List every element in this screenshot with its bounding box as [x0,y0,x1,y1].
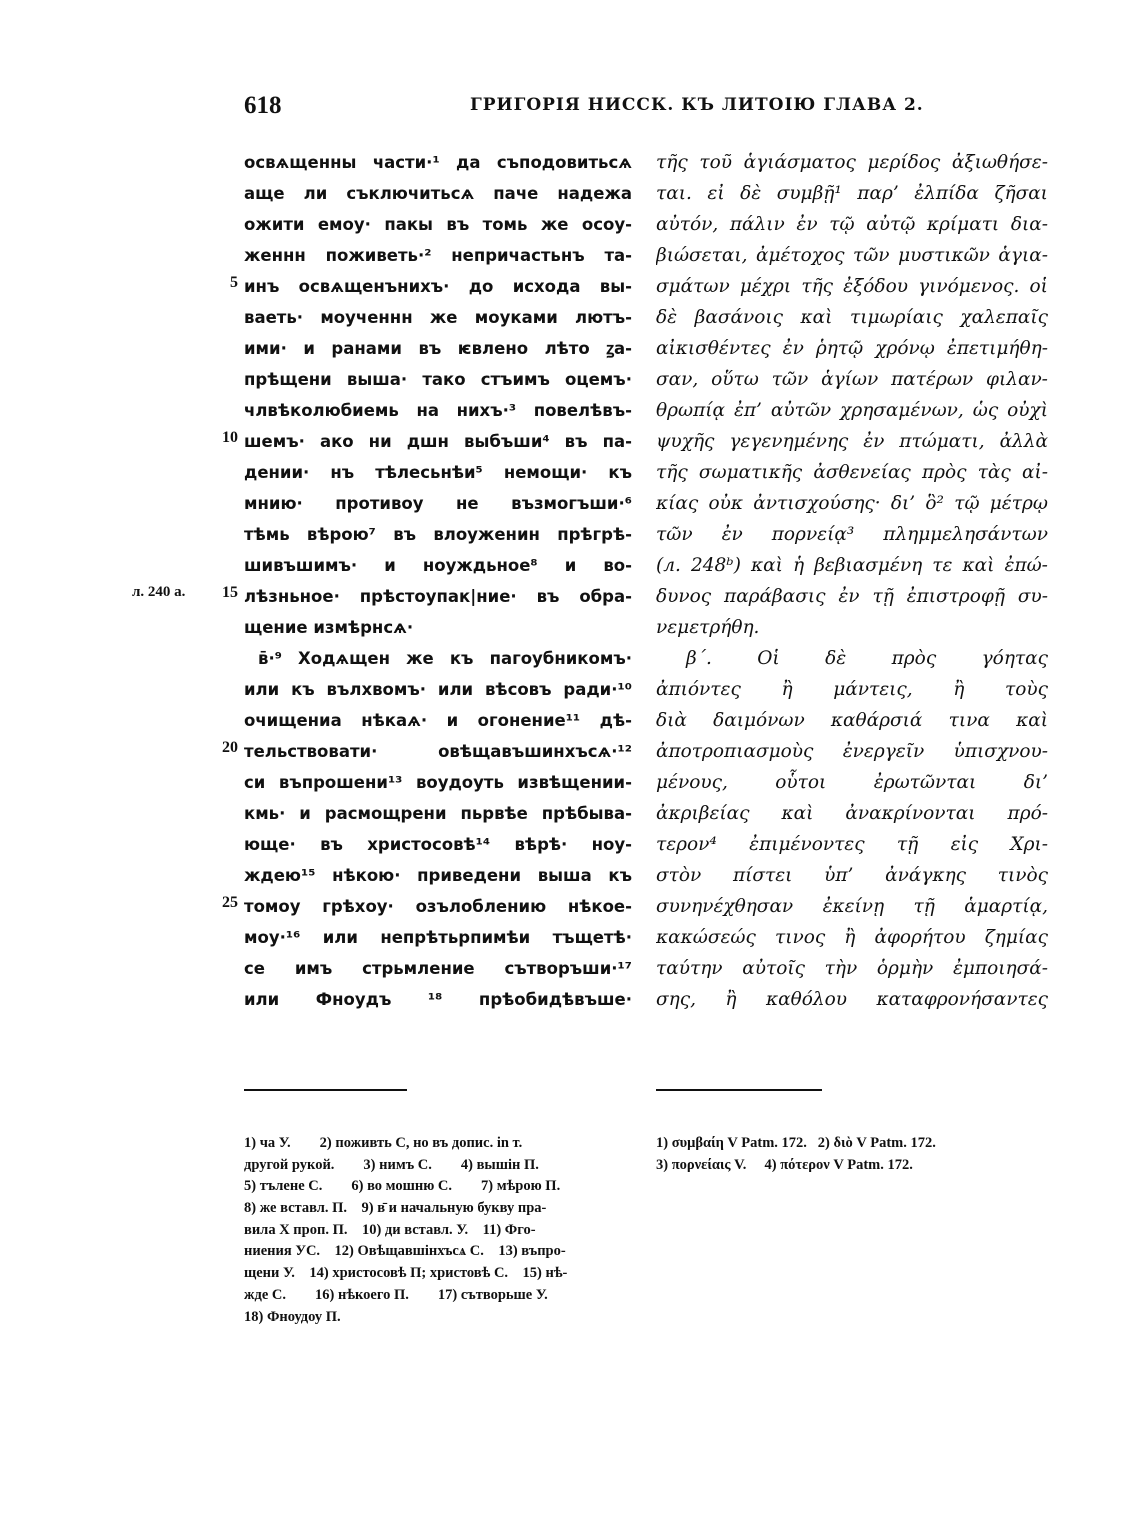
slavonic-column [244,147,632,1015]
greek-line: δυνος παράβασις ἐν τῇ ἐπιστροφῇ συ- [656,586,1048,607]
slavonic-line: дении· нъ тѣлесьнѣи⁵ немощи· къ [244,463,632,482]
greek-line: τερον⁴ ἐπιμένοντες τῇ εἰς Χρι- [656,834,1048,855]
greek-line: ἀποτροπιασμοὺς ἐνεργεῖν ὑπισχνου- [656,741,1048,762]
footnote-line: 5) тълене С. 6) во мошню С. 7) мѣрою П. [244,1178,561,1195]
greek-line: δὲ βασάνοις καὶ τιμωρίαις χαλεπαῖς [656,307,1048,328]
greek-line: μένους, οὗτοι ἐρωτῶνται δι’ [656,772,1048,793]
greek-line: κακώσεώς τινος ἢ ἀφορήτου ζημίας [656,927,1048,948]
greek-line: διὰ δαιμόνων καθάρσιά τινα καὶ [656,710,1048,731]
greek-line: νεμετρήθη. [656,617,760,638]
slavonic-line: ими· и ранами въ ѥвлено лѣто ꙁа- [244,339,632,358]
slavonic-line: мнию· противоу не възмогъши·⁶ [244,494,632,513]
greek-line: συνηνέχθησαν ἐκείνῃ τῇ ἁμαρτίᾳ, [656,896,1048,917]
greek-line: τῆς τοῦ ἁγιάσματος μερίδος ἀξιωθήσε- [656,152,1048,173]
greek-line: αὐτόν, πάλιν ἐν τῷ αὐτῷ κρίματι δια- [656,214,1048,235]
footnote-line: щени У. 14) христосовѣ П; христовѣ С. 15) нѣ- [244,1265,568,1282]
greek-line: στὸν πίστει ὑπ’ ἀνάγκης τινὸς [656,865,1048,886]
greek-line: θρωπίᾳ ἐπ’ αὐτῶν χρησαμένων, ὡς οὐχὶ [656,400,1048,421]
footnote-line: 18) Фноудоу П. [244,1308,341,1325]
slavonic-line: юще· въ христосовѣ¹⁴ вѣрѣ· ноу- [244,835,632,854]
footnote-line: жде С. 16) нѣкоего П. 17) сътворьше У. [244,1286,548,1303]
slavonic-line: члвѣколюбиемь на нихъ·³ повелѣвъ- [244,401,632,420]
slavonic-line: тельствовати· овѣщавъшинхъсѧ·¹² [244,742,632,761]
slavonic-line: ожити емоу· пакы въ томь же осоу- [244,215,632,234]
greek-line: ψυχῆς γεγενημένης ἐν πτώματι, ἀλλὰ [656,431,1048,452]
greek-line: τῆς σωματικῆς ἀσθενείας πρὸς τὰς αἰ- [656,462,1048,483]
slavonic-line: шивъшимъ· и ноуждьное⁸ и во- [244,556,632,575]
greek-line: τῶν ἐν πορνείᾳ³ πλημμελησάντων [656,524,1048,545]
slavonic-line: очищениа нѣкаѧ· и огонение¹¹ дѣ- [244,711,632,730]
slavonic-line: освѧщенны части·¹ да съподовитьсѧ [244,153,632,172]
slavonic-line: или Фноудъ ¹⁸ прѣобидѣвъше· [244,990,632,1009]
greek-column [656,147,1048,1015]
greek-line: ἀπιόντες ἢ μάντεις, ἢ τοὺς [656,679,1048,700]
greek-line: σαν, οὕτω τῶν ἁγίων πατέρων φιλαν- [656,369,1048,390]
footnote-line: 1) ча У. 2) поживть С, но въ допис. in т. [244,1135,523,1151]
footnote-line: другой рукой. 3) нимъ С. 4) вышін П. [244,1156,539,1173]
slavonic-line: ждею¹⁵ нѣкою· приведени выша къ [244,866,632,885]
line-number: 10 [222,429,238,446]
slavonic-line: щение измѣрнсѧ· [244,618,414,637]
greek-line: σμάτων μέχρι τῆς ἐξόδου γινόμενος. οἱ [656,276,1048,297]
slavonic-line: лѣзньное· прѣстоупак|ние· въ обра- [244,587,632,606]
slavonic-line: прѣщени выша· тако стъимъ оцемъ· [244,370,632,389]
slavonic-line: или къ вълхвомъ· или вѣсовъ ради·¹⁰ [244,680,632,699]
footnote-line: вила Х проп. П. 10) ди вставл. У. 11) Фго- [244,1221,536,1238]
greek-line: βιώσεται, ἀμέτοχος τῶν μυστικῶν ἁγια- [656,245,1048,266]
page-number: 618 [244,92,282,119]
slavonic-line: шемъ· ако ни дшн выбъши⁴ въ па- [244,432,632,451]
folio-margin-note: л. 240 а. [132,584,186,600]
line-number: 5 [230,274,238,291]
footnotes-slavonic [244,1133,634,1328]
footnote-line: 1) συμβαίη V Patm. 172. 2) διὸ V Patm. 172. [656,1135,936,1151]
greek-line: β΄. Οἱ δὲ πρὸς γόητας [686,648,1048,669]
greek-line: ταύτην αὐτοῖς τὴν ὁρμὴν ἐμποιησά- [656,958,1048,979]
line-number: 20 [222,739,238,756]
greek-line: ται. εἰ δὲ συμβῇ¹ παρ’ ἐλπίδα ζῆσαι [656,183,1048,204]
slavonic-line: аще ли съключитьсѧ паче надежа [244,184,632,203]
slavonic-line: ваеть· моученнн же моуками лютъ- [244,308,632,327]
slavonic-line: инъ освѧщенънихъ· до исхода вы- [244,277,632,296]
greek-line: κίας οὐκ ἀντισχούσης· δι’ ὃ² τῷ μέτρῳ [656,493,1048,514]
footnote-line: 3) πορνείαις V. 4) πότερον V Patm. 172. [656,1156,913,1173]
slavonic-line: тѣмь вѣрою⁷ въ влоуженин прѣгрѣ- [244,525,632,544]
footnote-rule-right [656,1089,822,1091]
footnote-line: ниения УС. 12) Овѣщавшінхъсѧ С. 13) въпро- [244,1243,566,1260]
running-head: ГРИГОРІЯ НИССК. КЪ ЛИТОІЮ ГЛАВА 2. [470,95,924,115]
greek-line: αἰκισθέντες ἐν ῥητῷ χρόνῳ ἐπετιμήθη- [656,338,1048,359]
line-number: 25 [222,894,238,911]
greek-line: (л. 248ᵇ) καὶ ἡ βεβιασμένη τε καὶ ἐπώ- [656,555,1048,576]
greek-line: σης, ἢ καθόλου καταφρονήσαντες [656,989,1048,1010]
slavonic-line: кмь· и расмощрени пьрвѣе прѣбыва- [244,804,632,823]
greek-line: ἀκριβείας καὶ ἀνακρίνονται πρό- [656,803,1048,824]
footnote-rule-left [244,1089,407,1091]
line-number: 15 [222,584,238,601]
slavonic-line: томоу грѣхоу· озълоблению нѣкое- [244,897,632,916]
slavonic-line: в̄·⁹ Ходѧщен же къ пагоубникомъ· [258,649,632,668]
slavonic-line: се имъ стрьмление сътворъши·¹⁷ [244,959,632,978]
slavonic-line: си въпрошени¹³ воудоуть извѣщении- [244,773,632,792]
footnotes-greek [656,1133,1056,1176]
slavonic-line: моу·¹⁶ или непрѣтьрпимѣи тъщетѣ· [244,928,632,947]
slavonic-line: женнн поживеть·² непричастьнъ та- [244,246,632,265]
footnote-line: 8) же вставл. П. 9) в̄ и начальную букву пра- [244,1200,547,1217]
